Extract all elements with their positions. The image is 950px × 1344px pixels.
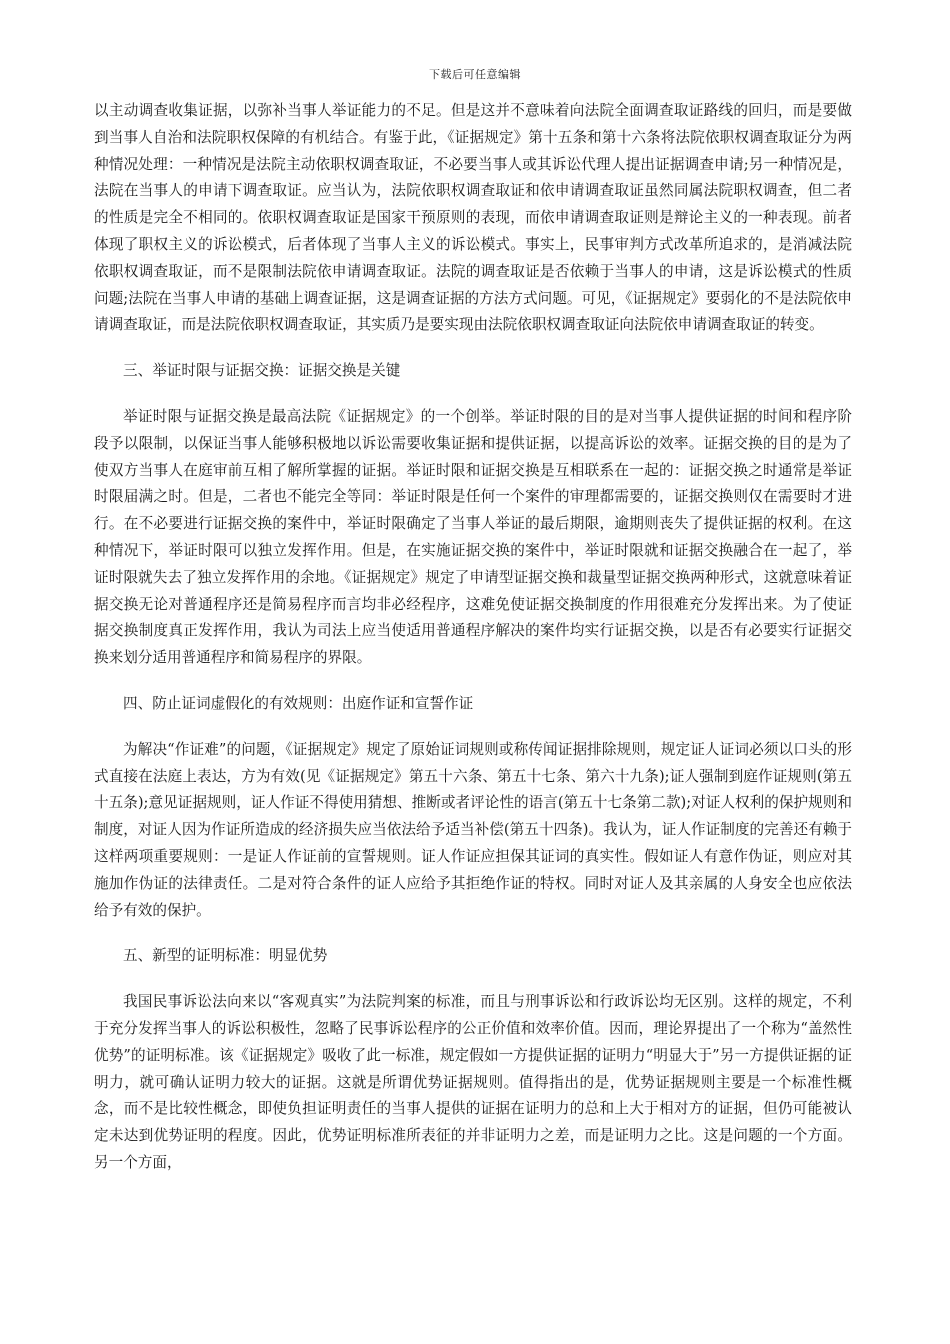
section-heading-5: 五、新型的证明标准：明显优势	[123, 947, 328, 965]
paragraph-proof-standard: 我国民事诉讼法向来以“客观真实”为法院判案的标准，而且与刑事诉讼和行政诉讼均无区别。这样的规定，不利于充分发挥当事人的诉讼积极性，忽略了民事诉讼程序的公正价值和效率价值。因而，理论界提出了一个称为“盖然性优势”的证明标准。该《证据规定》吸收了此一标准，规定假如一方提供证据的证明力“明显大于”另一方提供证据的证明力，就可确认证明力较大的证据。这就是所谓优势证据规则。值得指出的是，优势证据规则主要是一个标准性概念，而不是比较性概念，即使负担证明责任的当事人提供的证据在证明力的总和上大于相对方的证据，但仍可能被认定未达到优势证明的程度。因此，优势证明标准所表征的并非证明力之差，而是证明力之比。这是问题的一个方面。另一个方面，	[94, 993, 852, 1171]
section-heading-4: 四、防止证词虚假化的有效规则：出庭作证和宣誓作证	[123, 694, 474, 712]
page-header-note: 下载后可任意编辑	[429, 68, 521, 81]
document-body	[94, 98, 852, 1177]
paragraph-witness-testimony: 为解决“作证难”的问题，《证据规定》规定了原始证词规则或称传闻证据排除规则，规定证人证词必须以口头的形式直接在法庭上表达，方为有效(见《证据规定》第五十六条、第五十七条、第六十九条);证人强制到庭作证规则(第五十五条);意见证据规则，证人作证不得使用猜想、推断或者评论性的语言(第五十七条第二款);对证人权利的保护规则和制度，对证人因为作证所造成的经济损失应当依法给予适当补偿(第五十四条)。我认为，证人作证制度的完善还有赖于这样两项重要规则：一是证人作证前的宣誓规则。证人作证应担保其证词的真实性。假如证人有意作伪证，则应对其施加作伪证的法律责任。二是对符合条件的证人应给予其拒绝作证的特权。同时对证人及其亲属的人身安全也应依法给予有效的保护。	[94, 740, 852, 919]
paragraph-evidence-exchange: 举证时限与证据交换是最高法院《证据规定》的一个创举。举证时限的目的是对当事人提供证据的时间和程序阶段予以限制，以保证当事人能够积极地以诉讼需要收集证据和提供证据，以提高诉讼的效率。证据交换的目的是为了使双方当事人在庭审前互相了解所掌握的证据。举证时限和证据交换是互相联系在一起的：证据交换之时通常是举证时限届满之时。但是，二者也不能完全等同：举证时限是任何一个案件的审理都需要的，证据交换则仅在需要时才进行。在不必要进行证据交换的案件中，举证时限确定了当事人举证的最后期限，逾期则丧失了提供证据的权利。在这种情况下，举证时限可以独立发挥作用。但是，在实施证据交换的案件中，举证时限就和证据交换融合在一起了，举证时限就失去了独立发挥作用的余地。《证据规定》规定了申请型证据交换和裁量型证据交换两种形式，这就意味着证据交换无论对普通程序还是简易程序而言均非必经程序，这难免使证据交换制度的作用很难充分发挥出来。为了使证据交换制度真正发挥作用，我认为司法上应当使适用普通程序解决的案件均实行证据交换，以是否有必要实行证据交换来划分适用普通程序和简易程序的界限。	[94, 407, 852, 667]
paragraph-investigation: 以主动调查收集证据，以弥补当事人举证能力的不足。但是这并不意味着向法院全面调查取证路线的回归，而是要做到当事人自治和法院职权保障的有机结合。有鉴于此，《证据规定》第十五条和第十六条将法院依职权调查取证分为两种情况处理：一种情况是法院主动依职权调查取证，不必要当事人或其诉讼代理人提出证据调查申请;另一种情况是，法院在当事人的申请下调查取证。应当认为，法院依职权调查取证和依申请调查取证虽然同属法院职权调查，但二者的性质是完全不相同的。依职权调查取证是国家干预原则的表现，而依申请调查取证则是辩论主义的一种表现。前者体现了职权主义的诉讼模式，后者体现了当事人主义的诉讼模式。事实上，民事审判方式改革所追求的，是消减法院依职权调查取证，而不是限制法院依申请调查取证。法院的调查取证是否依赖于当事人的申请，这是诉讼模式的性质问题;法院在当事人申请的基础上调查证据，这是调查证据的方法方式问题。可见，《证据规定》要弱化的不是法院依申请调查取证，而是法院依职权调查取证，其实质乃是要实现由法院依职权调查取证向法院依申请调查取证的转变。	[94, 102, 852, 334]
section-heading-3: 三、举证时限与证据交换：证据交换是关键	[123, 362, 401, 380]
